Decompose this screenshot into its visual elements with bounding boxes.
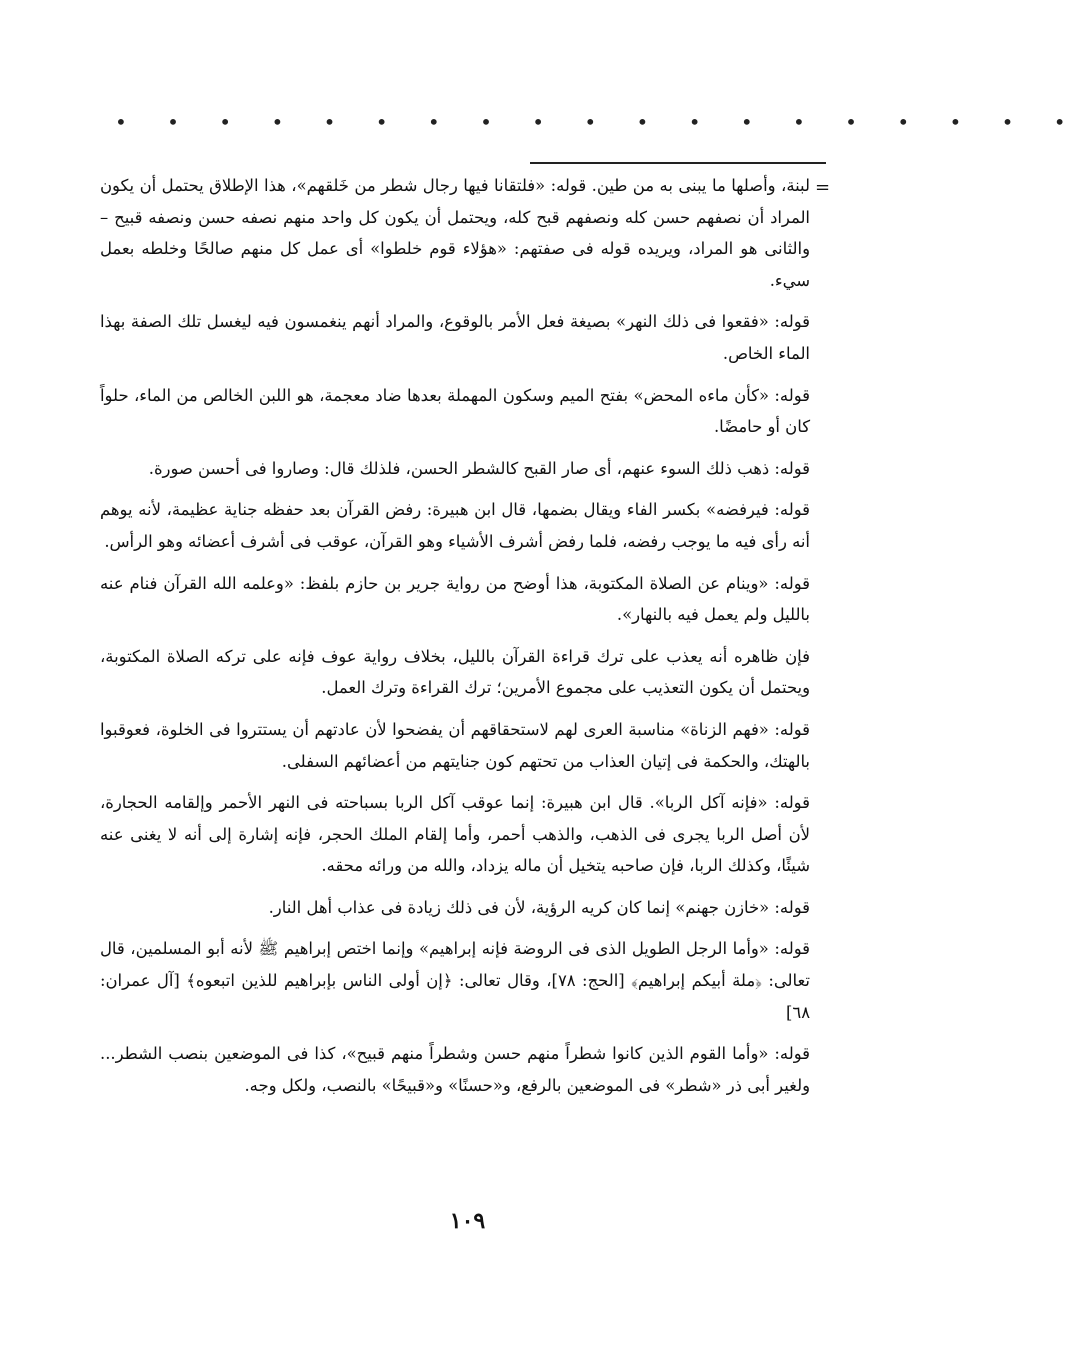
- footnote-block: [100, 170, 810, 1111]
- footnote-paragraph: قوله: ذهب ذلك السوء عنهم، أى صار القبح كالشطر الحسن، فلذلك قال: وصاروا فى أحسن صورة.: [148, 458, 810, 478]
- footnote-paragraph: قوله: «فهم الزناة» مناسبة العرى لهم لاستحقاقهم أن يفضحوا لأن عادتهم أن يستتروا فى الخلوة، فعوقبوا بالهتك، والحكمة فى إتيان العذاب من تحتهم كون جنايتهم من أعضائهم السفلى.: [100, 719, 810, 771]
- footnote-paragraph: قوله: فيرفضه» بكسر الفاء ويقال بضمها، قال ابن هبيرة: رفض القرآن بعد حفظه جناية عظيمة، لأنه يوهم أنه رأى فيه ما يوجب رفضه، فلما رفض أشرف الأشياء وهو القرآن، عوقب فى أشرف أعضائه وهو الرأس.: [100, 500, 810, 551]
- footnote-paragraph: لبنة، وأصلها ما يبنى به من طين. قوله: «فلتقانا فيها رجال شطر من خَلقهم»، هذا الإطلاق يحتمل أن يكون المراد أن نصفهم حسن كله ونصفهم قبح كله، ويحتمل أن يكون كل واحد منهم نصفه حسن ونصفه قبيح – والثانى هو المراد، ويريده قوله فى صفتهم: «هؤلاء قوم خلطوا» أى عمل كل منهم صالحًا وخلطه بعمل سيء.: [100, 176, 810, 290]
- continuation-mark: =: [815, 177, 831, 198]
- header-dots: • • • • • • • • • • • • • • • • • • •: [115, 110, 1083, 134]
- footnote-rule: [530, 162, 826, 164]
- footnote-paragraph: قوله: «فإنه آكل الربا». قال ابن هبيرة: إنما عوقب آكل الربا بسباحته فى النهر الأحمر وإلقامه الحجارة، لأن أصل الربا يجرى فى الذهب، والذهب أحمر، وأما إلقام الملك الحجر، فإنه إشارة إلى أنه لا يغنى عنه شيئًا، وكذلك الربا، فإن صاحبه يتخيل أن ماله يزداد، والله من ورائه محقه.: [100, 793, 810, 876]
- footnote-paragraph: قوله: «فقعوا فى ذلك النهر» بصيغة فعل الأمر بالوقوع، والمراد أنهم ينغمسون فيه ليغسل تلك الصفة بهذا الماء الخاص.: [100, 312, 810, 363]
- footnote-paragraph: قوله: «خازن جهنم» إنما كان كريه الرؤية، لأن فى ذلك زيادة فى عذاب أهل النار.: [268, 897, 810, 917]
- footnote-paragraph: فإن ظاهره أنه يعذب على ترك قراءة القرآن بالليل، بخلاف رواية عوف فإنه على تركه الصلاة المكتوبة، ويحتمل أن يكون التعذيب على مجموع الأمرين؛ ترك القراءة وترك العمل.: [100, 646, 810, 698]
- footnote-paragraph: قوله: «كأن ماءه المحض» بفتح الميم وسكون المهملة بعدها ضاد معجمة، هو اللبن الخالص من الماء، حلواً كان أو حامضًا.: [100, 385, 810, 437]
- footnote-paragraph: قوله: «وأما الرجل الطويل الذى فى الروضة فإنه إبراهيم» وإنما اختص إبراهيم ﷺ لأنه أبو المسلمين، قال تعالى: ﴿ملة أبيكم إبراهيم﴾ [الحج: ٧٨]، وقال تعالى: ﴿إن أولى الناس بإبراهيم للذين اتبعوه﴾ [آل عمران: ٦٨]: [100, 939, 810, 1022]
- footnote-paragraph: قوله: «وينام عن الصلاة المكتوبة، هذا أوضح من رواية جرير بن حازم بلفظ: «وعلمه الله القرآن فنام عنه بالليل ولم يعمل فيه بالنهار».: [100, 573, 810, 625]
- footnote-paragraph: قوله: «وأما القوم الذين كانوا شطراً منهم حسن وشطراً منهم قبيح»، كذا فى الموضعين بنصب الشطر... ولغير أبى ذر «شطر» فى الموضعين بالرفع، و«حسنًا» و«قبيحًا» بالنصب، ولكل وجه.: [100, 1044, 810, 1095]
- page-number: ١٠٩: [449, 1208, 486, 1234]
